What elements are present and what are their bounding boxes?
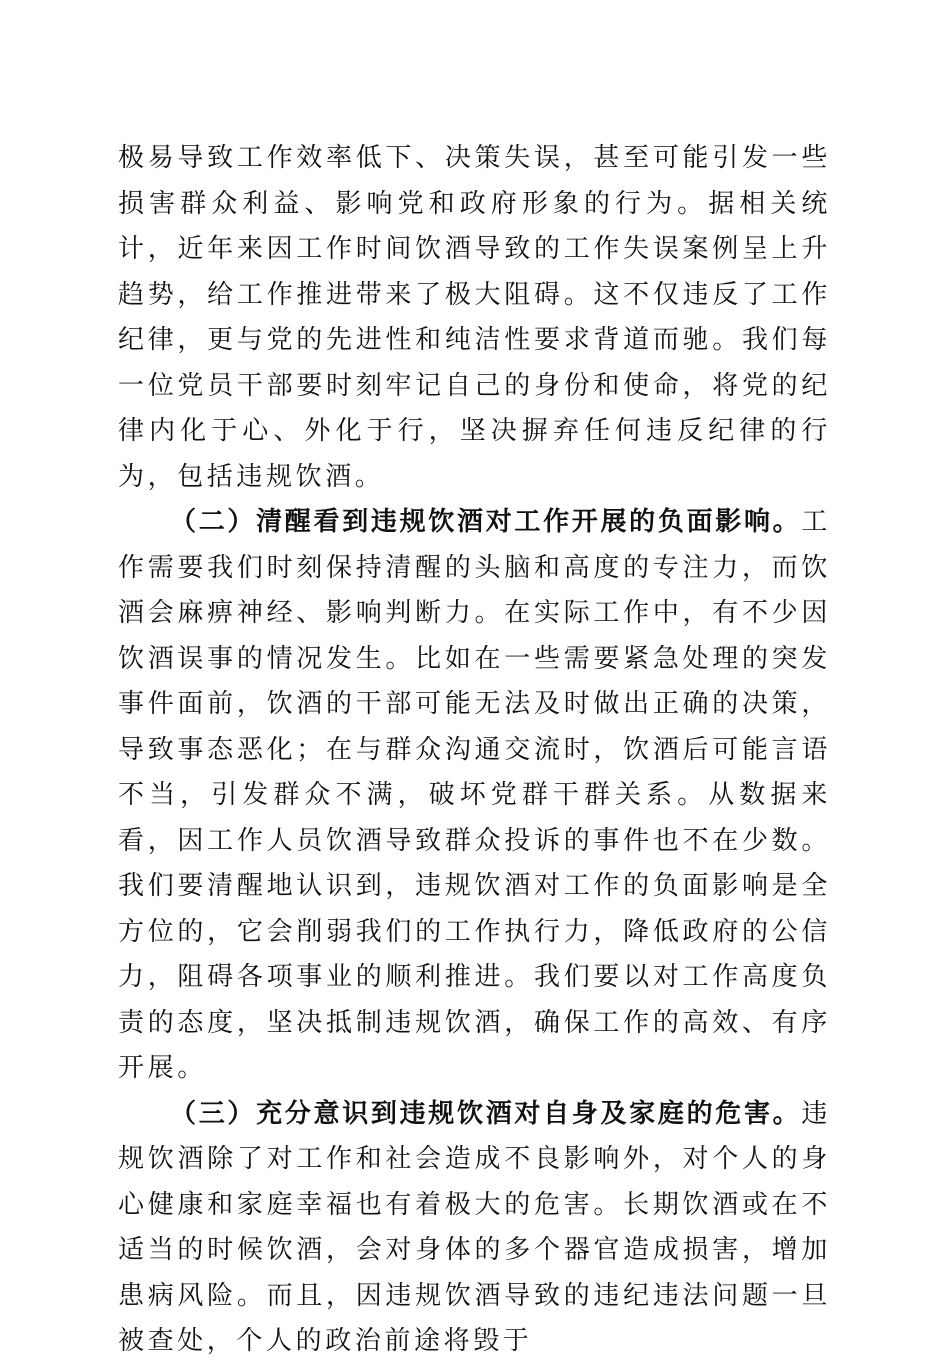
paragraph-section-3 bbox=[118, 1092, 831, 1365]
paragraph-body: 极易导致工作效率低下、决策失误，甚至可能引发一些损害群众利益、影响党和政府形象的行为。据相关统计，近年来因工作时间饮酒导致的工作失误案例呈上升趋势，给工作推进带来了极大阻碍。这不仅违反了工作纪律，更与党的先进性和纯洁性要求背道而驰。我们每一位党员干部要时刻牢记自己的身份和使命，将党的纪律内化于心、外化于行，坚决摒弃任何违反纪律的行为，包括违规饮酒。 bbox=[118, 143, 831, 492]
section-heading-2: （二）清醒看到违规饮酒对工作开展的负面影响。 bbox=[170, 507, 802, 537]
section-heading-3: （三）充分意识到违规饮酒对自身及家庭的危害。 bbox=[170, 1098, 802, 1129]
paragraph-section-2 bbox=[118, 500, 831, 1092]
document-body bbox=[118, 136, 831, 1365]
paragraph-body: 违规饮酒除了对工作和社会造成不良影响外，对个人的身心健康和家庭幸福也有着极大的危害。长期饮酒或在不适当的时候饮酒，会对身体的多个器官造成损害，增加患病风险。而且，因违规饮酒导致的违纪违法问题一旦被查处，个人的政治前途将毁于 bbox=[118, 1098, 831, 1356]
paragraph-continuation bbox=[118, 136, 831, 500]
paragraph-body: 工作需要我们时刻保持清醒的头脑和高度的专注力，而饮酒会麻痹神经、影响判断力。在实际工作中，有不少因饮酒误事的情况发生。比如在一些需要紧急处理的突发事件面前，饮酒的干部可能无法及时做出正确的决策，导致事态恶化；在与群众沟通交流时，饮酒后可能言语不当，引发群众不满，破坏党群干群关系。从数据来看，因工作人员饮酒导致群众投诉的事件也不在少数。我们要清醒地认识到，违规饮酒对工作的负面影响是全方位的，它会削弱我们的工作执行力，降低政府的公信力，阻碍各项事业的顺利推进。我们要以对工作高度负责的态度，坚决抵制违规饮酒，确保工作的高效、有序开展。 bbox=[118, 507, 831, 1083]
